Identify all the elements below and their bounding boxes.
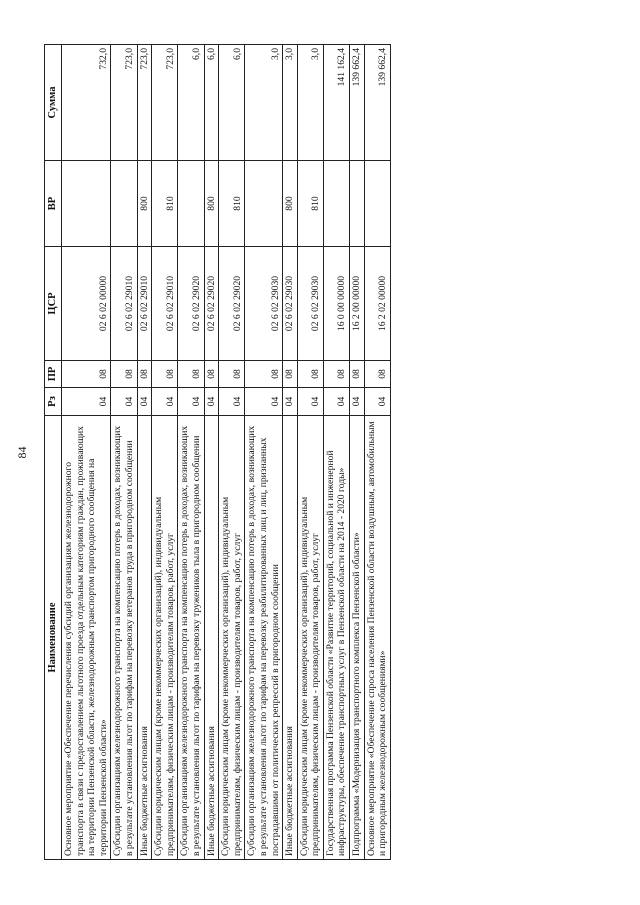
cell-name: Основное мероприятие «Обеспечение перечисления субсидий организациям железнодорожного транспорта в связи с предоставлением льготного проезда отдельным категориям граждан, проживающих на территории Пензенской области, железнодорожным транспортом пригородного сообщения на территории Пензенской области» xyxy=(62,416,111,860)
table-row xyxy=(62,45,111,860)
table-row xyxy=(204,45,219,860)
cell-name: Государственная программа Пензенской области «Развитие территорий, социальной и инженерной инфраструктуры, обеспечение транспортных услуг в Пензенской области на 2014 - 2020 годы» xyxy=(323,416,349,860)
cell-sum: 139 662,4 xyxy=(350,45,365,161)
cell-name: Иные бюджетные ассигнования xyxy=(283,416,298,860)
cell-sum: 3,0 xyxy=(297,45,323,161)
cell-rz: 04 xyxy=(62,388,111,416)
cell-vr xyxy=(245,161,283,247)
column-header-csr: ЦСР xyxy=(45,247,62,361)
cell-name: Субсидии юридическим лицам (кроме некоммерческих организаций), индивидуальным предпринимателям, физическим лицам - производителям товаров, работ, услуг xyxy=(219,416,245,860)
cell-sum: 6,0 xyxy=(204,45,219,161)
cell-sum: 3,0 xyxy=(283,45,298,161)
cell-name: Субсидии организациям железнодорожного транспорта на компенсацию потерь в доходах, возникающих в результате установления льгот по тарифам на перевозку ветеранов труда в пригородном сообщении xyxy=(111,416,137,860)
cell-csr: 02 6 02 29020 xyxy=(204,247,219,361)
cell-vr xyxy=(62,161,111,247)
cell-vr: 800 xyxy=(204,161,219,247)
cell-name: Субсидии юридическим лицам (кроме некоммерческих организаций), индивидуальным предпринимателям, физическим лицам - производителям товаров, работ, услуг xyxy=(297,416,323,860)
cell-csr: 02 6 02 29010 xyxy=(111,247,137,361)
cell-rz: 04 xyxy=(245,388,283,416)
cell-pr: 08 xyxy=(350,361,365,388)
cell-vr xyxy=(323,161,349,247)
table-row xyxy=(137,45,152,860)
cell-name: Субсидии организациям железнодорожного транспорта на компенсацию потерь в доходах, возникающих в результате установления льгот по тарифам на перевозку реабилитированных лиц и лиц, признанных пострадавшими от политических репрессий в пригородном сообщении xyxy=(245,416,283,860)
cell-pr: 08 xyxy=(297,361,323,388)
cell-sum: 723,0 xyxy=(152,45,178,161)
cell-pr: 08 xyxy=(111,361,137,388)
cell-sum: 6,0 xyxy=(219,45,245,161)
cell-csr: 16 2 02 00000 xyxy=(364,247,390,361)
cell-csr: 16 2 00 00000 xyxy=(350,247,365,361)
cell-pr: 08 xyxy=(137,361,152,388)
column-header-vr: ВР xyxy=(45,161,62,247)
cell-vr xyxy=(364,161,390,247)
cell-rz: 04 xyxy=(283,388,298,416)
cell-csr: 02 6 02 29030 xyxy=(245,247,283,361)
table-row xyxy=(283,45,298,860)
cell-name: Подпрограмма «Модернизация транспортного комплекса Пензенской области» xyxy=(350,416,365,860)
cell-csr: 02 6 02 29030 xyxy=(297,247,323,361)
cell-pr: 08 xyxy=(323,361,349,388)
cell-sum: 6,0 xyxy=(178,45,204,161)
cell-rz: 04 xyxy=(137,388,152,416)
cell-sum: 732,0 xyxy=(62,45,111,161)
cell-csr: 16 0 00 00000 xyxy=(323,247,349,361)
cell-rz: 04 xyxy=(152,388,178,416)
cell-pr: 08 xyxy=(204,361,219,388)
cell-rz: 04 xyxy=(323,388,349,416)
cell-name: Основное мероприятие «Обеспечение спроса населения Пензенской области воздушным, автомобильным и пригородным железнодорожным сообщениями» xyxy=(364,416,390,860)
table-row xyxy=(245,45,283,860)
cell-vr: 810 xyxy=(219,161,245,247)
cell-rz: 04 xyxy=(364,388,390,416)
cell-name: Субсидии юридическим лицам (кроме некоммерческих организаций), индивидуальным предпринимателям, физическим лицам - производителям товаров, работ, услуг xyxy=(152,416,178,860)
table-row xyxy=(219,45,245,860)
table-row xyxy=(297,45,323,860)
cell-csr: 02 6 02 29030 xyxy=(283,247,298,361)
cell-sum: 139 662,4 xyxy=(364,45,390,161)
cell-pr: 08 xyxy=(219,361,245,388)
cell-vr: 810 xyxy=(152,161,178,247)
cell-vr xyxy=(350,161,365,247)
cell-rz: 04 xyxy=(219,388,245,416)
table-row xyxy=(111,45,137,860)
table-row xyxy=(323,45,349,860)
column-header-pr: ПР xyxy=(45,361,62,388)
cell-vr: 800 xyxy=(137,161,152,247)
cell-sum: 3,0 xyxy=(245,45,283,161)
column-header-sum: Сумма xyxy=(45,45,62,161)
cell-pr: 08 xyxy=(178,361,204,388)
cell-sum: 141 162,4 xyxy=(323,45,349,161)
cell-name: Субсидии организациям железнодорожного транспорта на компенсацию потерь в доходах, возникающих в результате установления льгот по тарифам на перевозку тружеников тыла в пригородном сообщении xyxy=(178,416,204,860)
table-row xyxy=(152,45,178,860)
cell-vr xyxy=(111,161,137,247)
table-row xyxy=(364,45,390,860)
cell-name: Иные бюджетные ассигнования xyxy=(204,416,219,860)
cell-csr: 02 6 02 29020 xyxy=(178,247,204,361)
table-row xyxy=(350,45,365,860)
page-number: 84 xyxy=(15,446,29,459)
cell-vr: 810 xyxy=(297,161,323,247)
cell-sum: 723,0 xyxy=(111,45,137,161)
column-header-name: Наименование xyxy=(45,416,62,860)
cell-csr: 02 6 02 29010 xyxy=(152,247,178,361)
cell-csr: 02 6 02 29010 xyxy=(137,247,152,361)
cell-vr xyxy=(178,161,204,247)
cell-rz: 04 xyxy=(350,388,365,416)
cell-vr: 800 xyxy=(283,161,298,247)
column-header-rz: Рз xyxy=(45,388,62,416)
cell-sum: 723,0 xyxy=(137,45,152,161)
cell-rz: 04 xyxy=(204,388,219,416)
cell-pr: 08 xyxy=(283,361,298,388)
cell-pr: 08 xyxy=(62,361,111,388)
budget-table xyxy=(44,44,391,860)
cell-csr: 02 6 02 29020 xyxy=(219,247,245,361)
table-header-row xyxy=(45,45,62,860)
cell-rz: 04 xyxy=(297,388,323,416)
table-row xyxy=(178,45,204,860)
cell-csr: 02 6 02 00000 xyxy=(62,247,111,361)
cell-pr: 08 xyxy=(152,361,178,388)
cell-name: Иные бюджетные ассигнования xyxy=(137,416,152,860)
cell-pr: 08 xyxy=(364,361,390,388)
cell-rz: 04 xyxy=(178,388,204,416)
cell-rz: 04 xyxy=(111,388,137,416)
cell-pr: 08 xyxy=(245,361,283,388)
